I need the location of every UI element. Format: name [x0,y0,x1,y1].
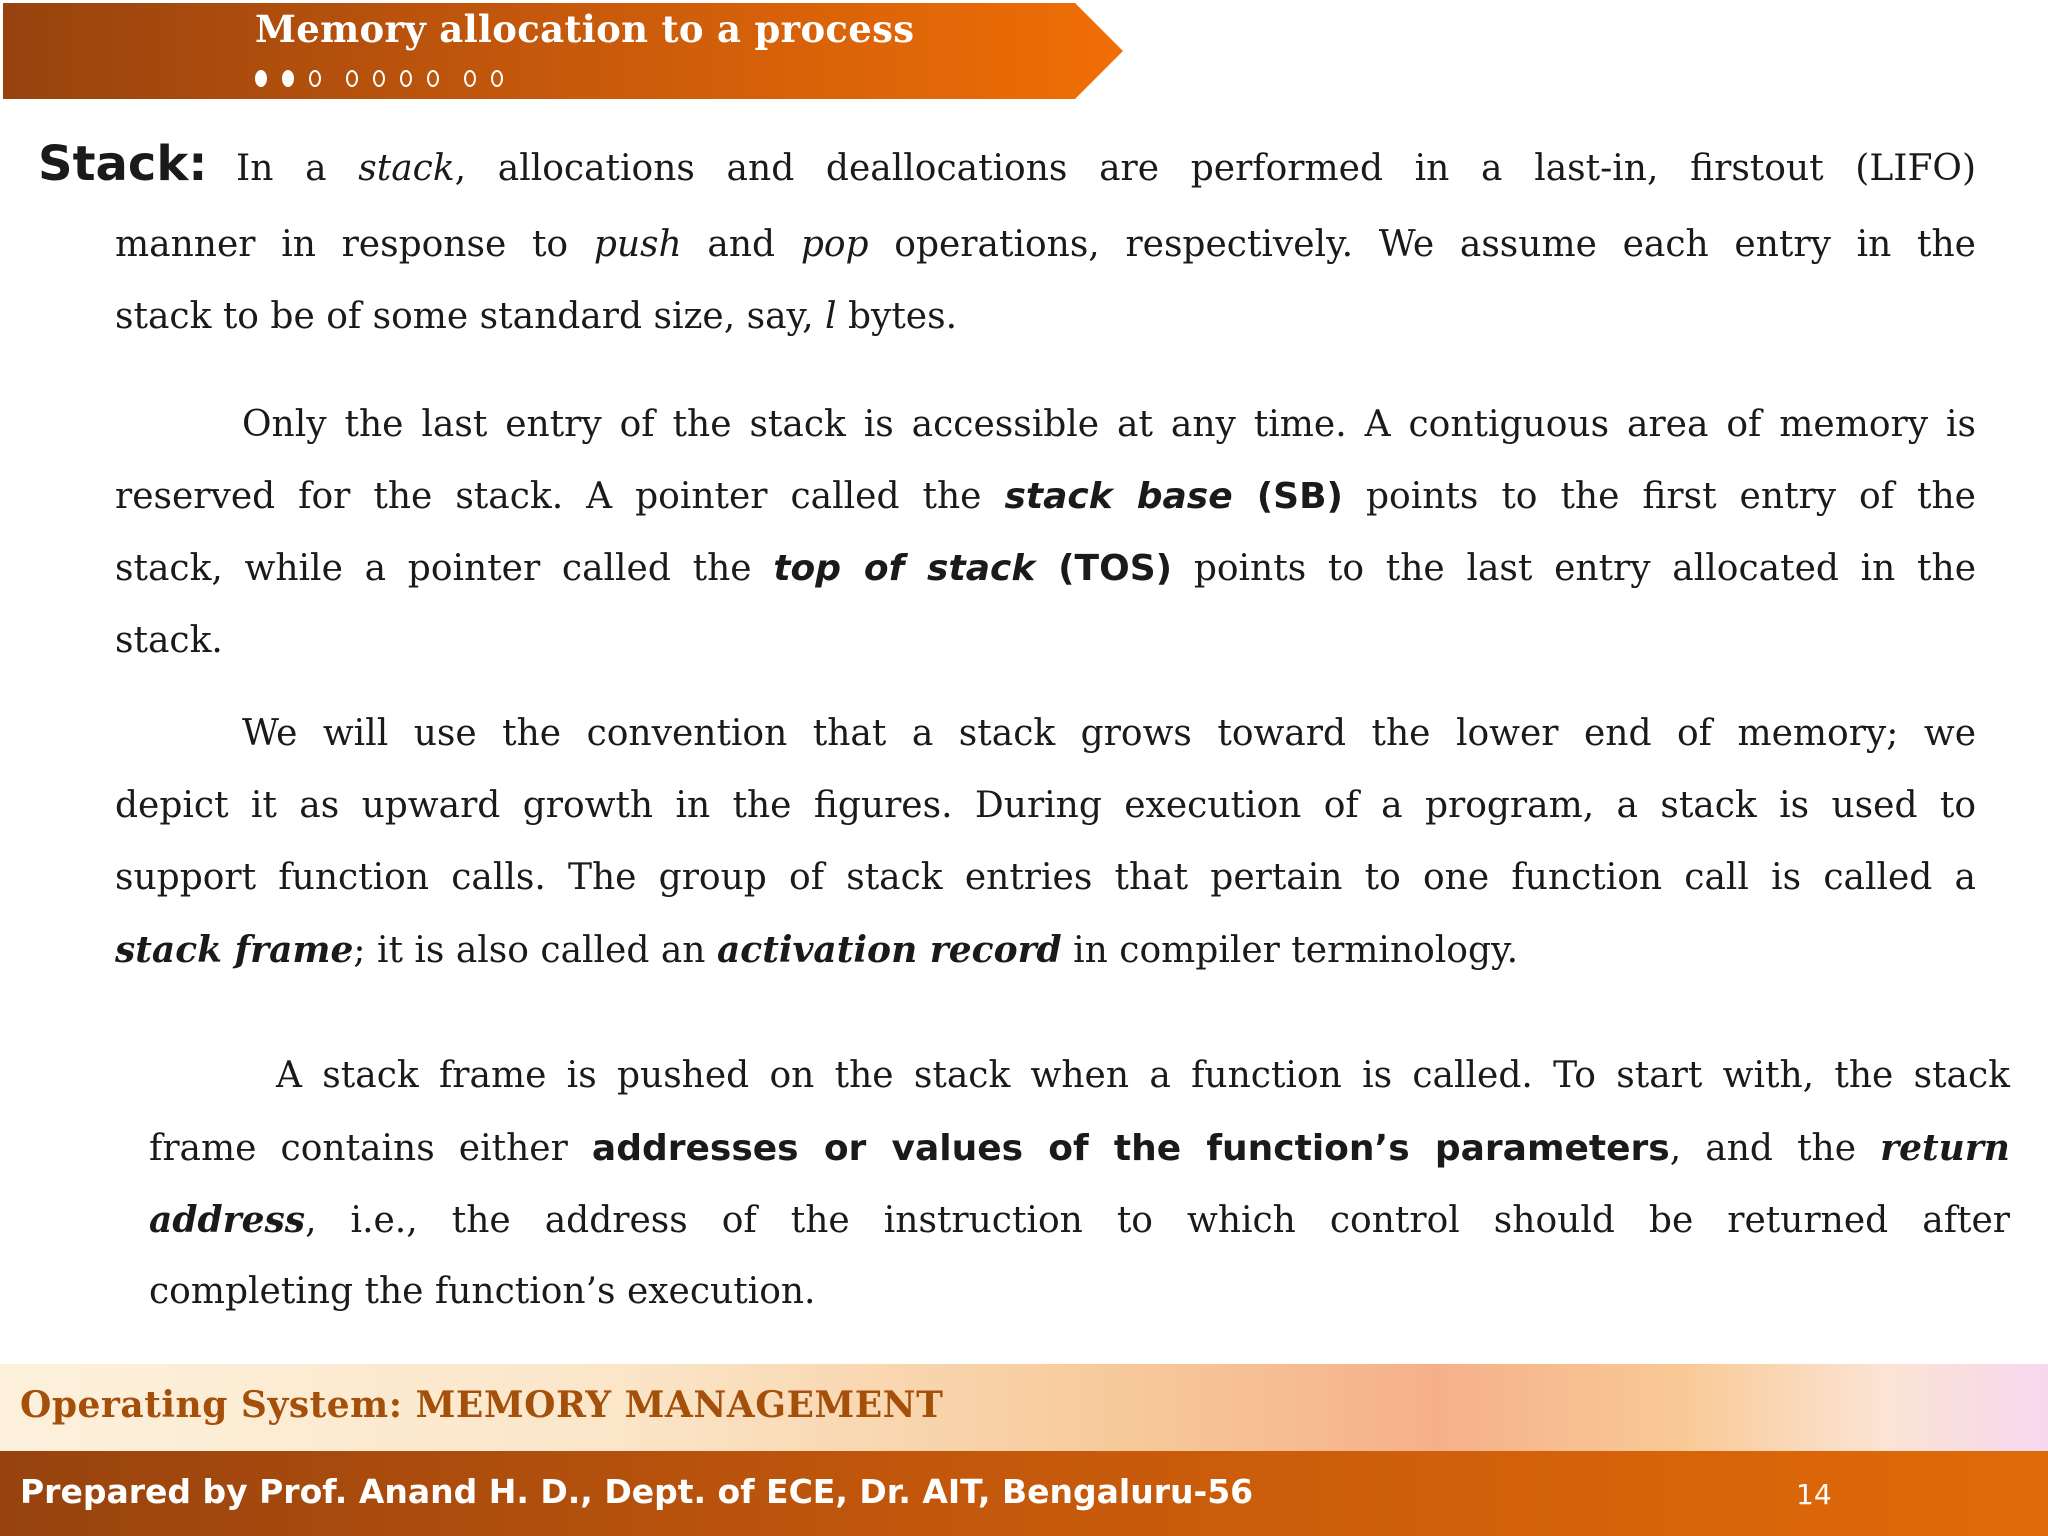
paragraph-line: stack, while a pointer called the top of stack (TOS) points to the last entry allocated in the [115,548,1977,589]
paragraph-line: stack to be of some standard size, say, l bytes. [115,296,958,337]
paragraph-line: support function calls. The group of stack entries that pertain to one function call is called a [115,857,1976,898]
paragraph-line: A stack frame is pushed on the stack when a function is called. To start with, the stack [276,1055,2010,1096]
progress-dot-filled [255,70,267,87]
stack-heading: Stack: [38,136,208,192]
progress-dot-filled [282,70,294,87]
progress-dot-empty [427,70,439,87]
progress-dot-empty [464,70,476,87]
paragraph-line: We will use the convention that a stack grows toward the lower end of memory; we [242,713,1976,754]
paragraph-line: stack frame; it is also called an activation record in compiler terminology. [115,929,1519,971]
header-banner [3,3,1123,99]
paragraph-line: reserved for the stack. A pointer called the stack base (SB) points to the first entry of the [115,476,1976,517]
progress-dot-empty [309,70,321,87]
progress-dots [255,63,518,93]
paragraph-line: frame contains either addresses or values of the function’s parameters, and the return [149,1127,2010,1169]
progress-dot-empty [373,70,385,87]
paragraph-line: manner in response to push and pop operations, respectively. We assume each entry in the [115,224,1976,265]
paragraph-line: Only the last entry of the stack is accessible at any time. A contiguous area of memory is [242,404,1976,445]
paragraph-line: address, i.e., the address of the instruction to which control should be returned after [149,1199,2010,1241]
progress-dot-empty [400,70,412,87]
paragraph-line: completing the function’s execution. [149,1271,816,1312]
progress-dot-empty [491,70,503,87]
slide-title: Memory allocation to a process [255,7,915,51]
footer-credit: Prepared by Prof. Anand H. D., Dept. of ECE, Dr. AIT, Bengaluru-56 [20,1472,1254,1511]
page-number: 14 [1796,1478,1832,1511]
paragraph-line: depict it as upward growth in the figures. During execution of a program, a stack is used to [115,785,1976,826]
paragraph-line: stack. [115,620,223,661]
paragraph-line: In a stack, allocations and deallocations are performed in a last-in, firstout (LIFO) [236,148,1976,189]
footer-course-title: Operating System: MEMORY MANAGEMENT [20,1384,944,1426]
progress-dot-empty [346,70,358,87]
